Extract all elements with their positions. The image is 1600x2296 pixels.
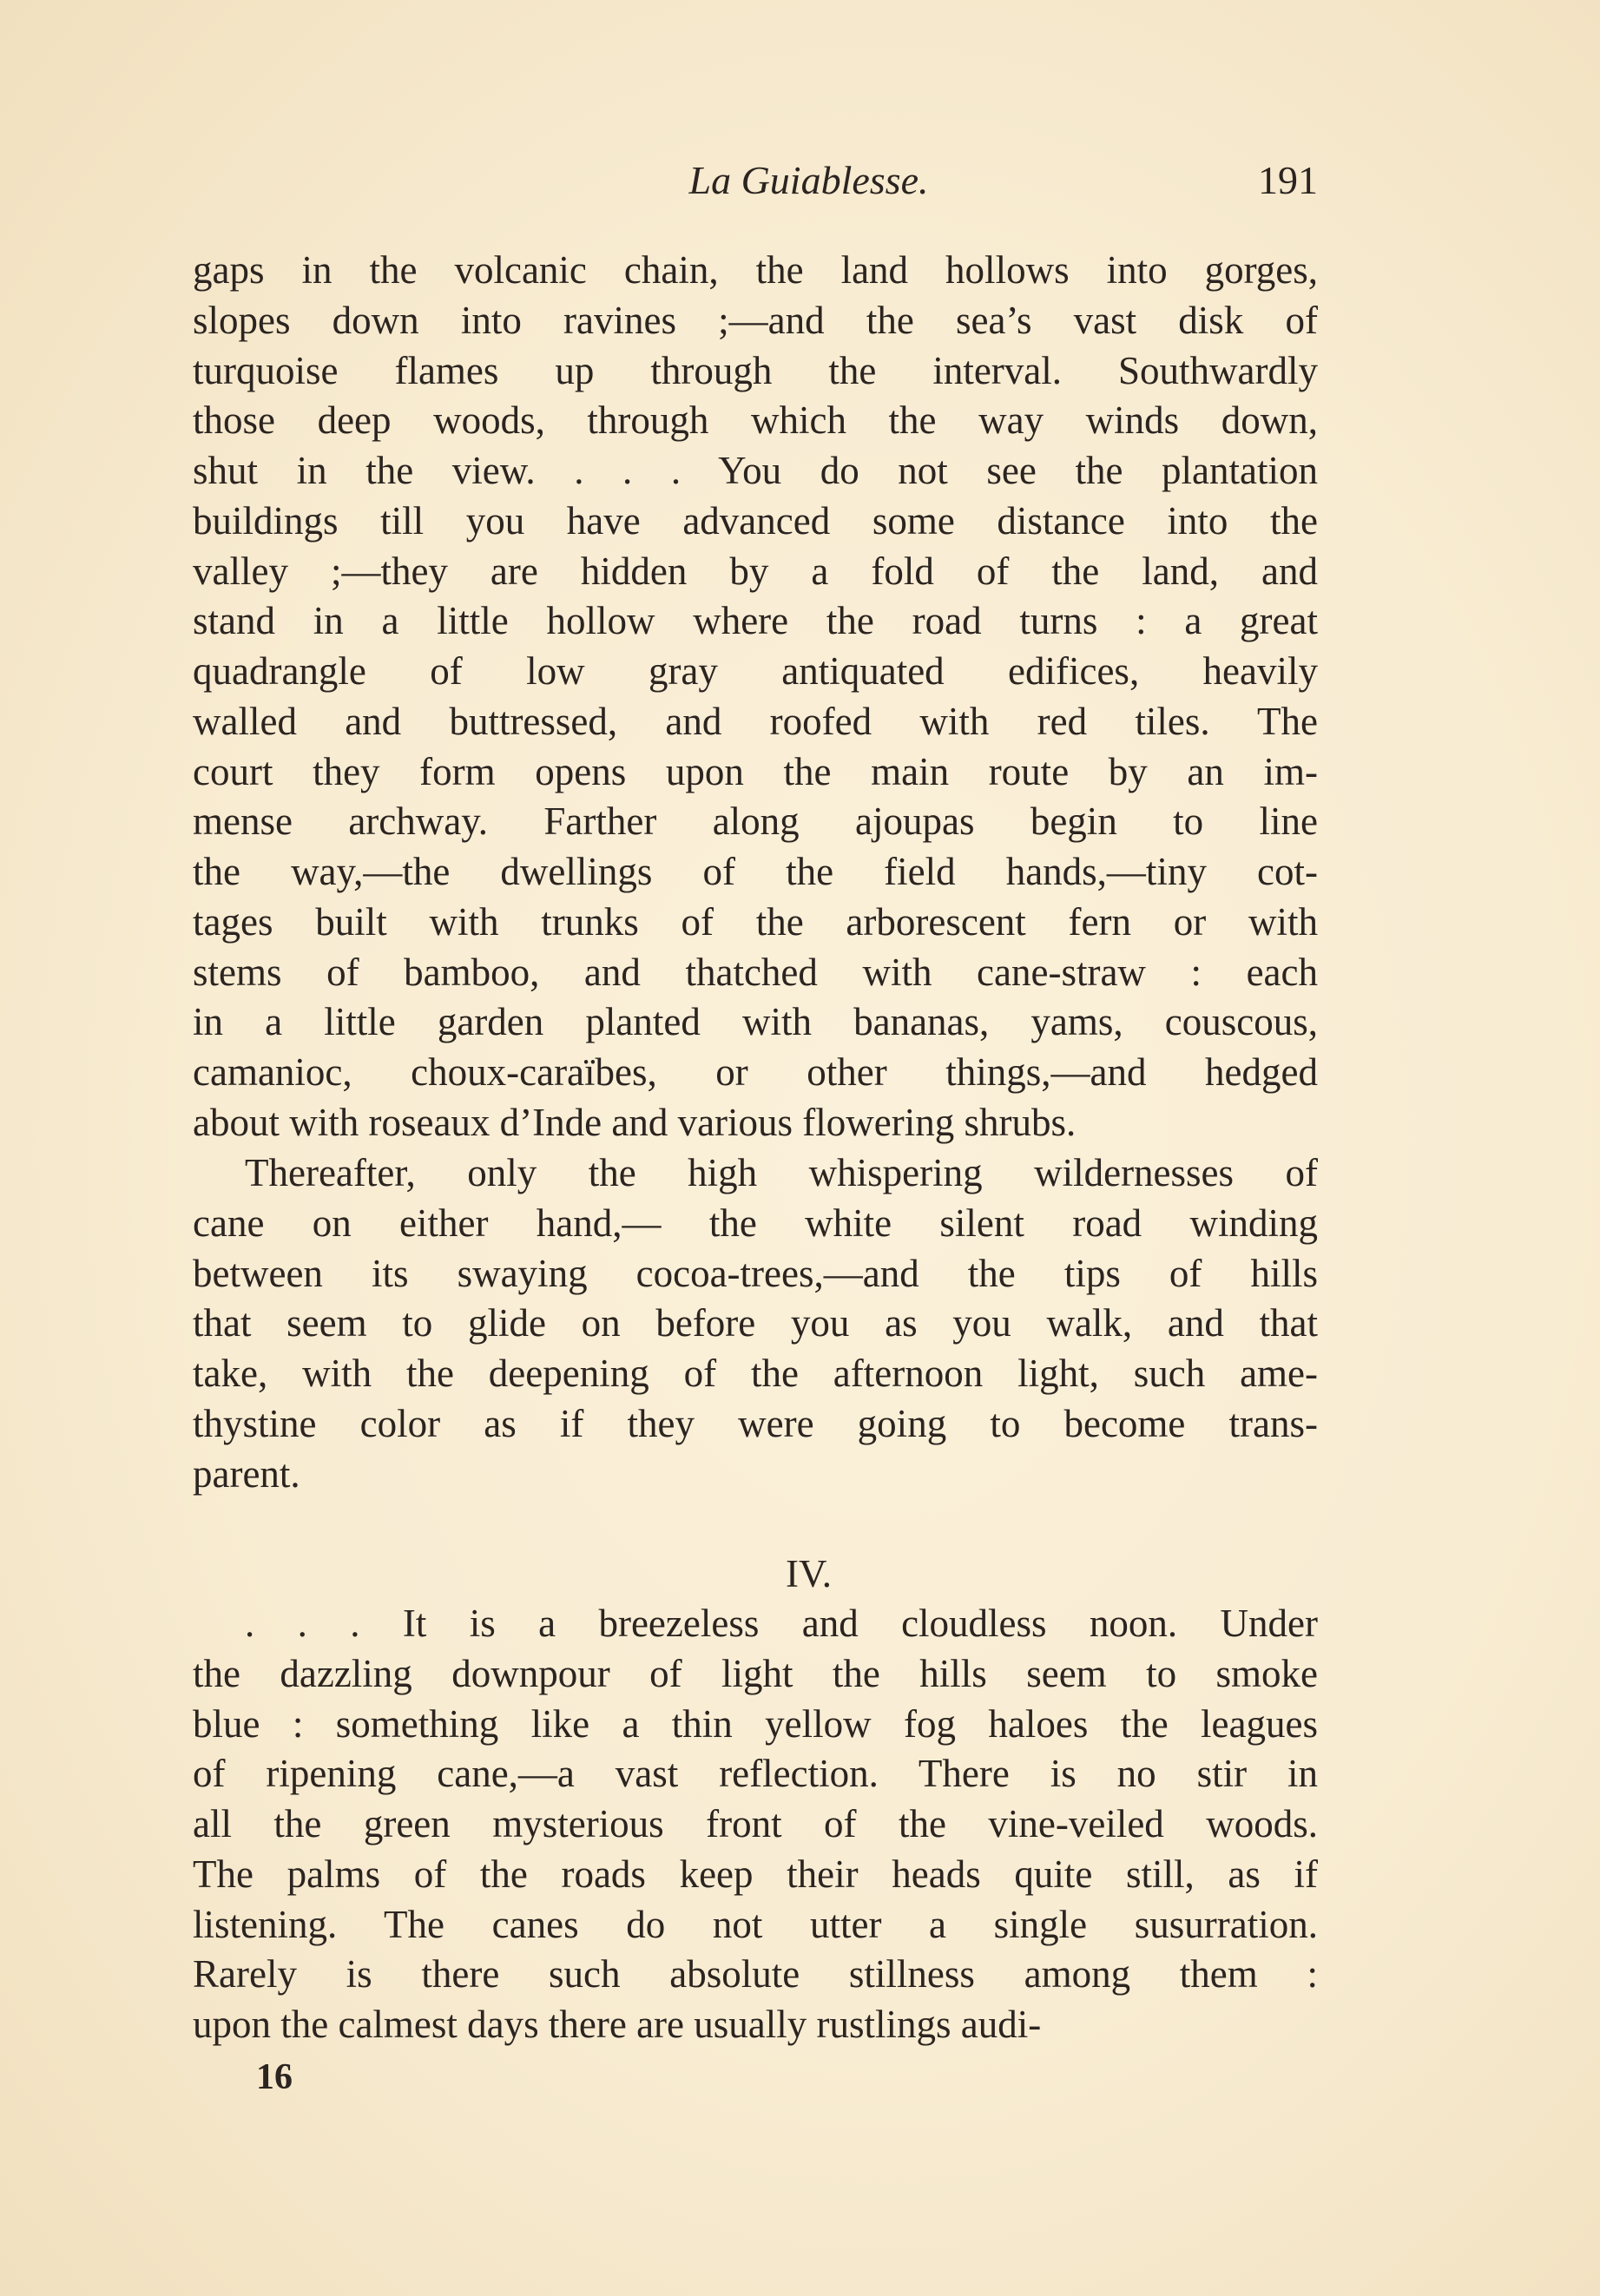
text-line: court they form opens upon the main route by an im- [193, 749, 1318, 793]
text-line: . . . It is a breezeless and cloudless noon. Under [245, 1602, 1318, 1645]
section-heading: IV. [786, 1552, 832, 1595]
text-line: that seem to glide on before you as you walk, and that [193, 1301, 1318, 1345]
signature-mark: 16 [256, 2057, 293, 2097]
text-line: camanioc, choux-caraïbes, or other things,—and hedged [193, 1050, 1318, 1094]
text-line: cane on either hand,— the white silent road winding [193, 1201, 1318, 1245]
text-line: tages built with trunks of the arborescent fern or with [193, 899, 1318, 944]
text-line: thystine color as if they were going to become trans- [193, 1401, 1318, 1445]
text-line: listening. The canes do not utter a single susurration. [193, 1902, 1318, 1946]
paragraph [193, 246, 1318, 1148]
paragraph [193, 1599, 1318, 2050]
text-line: shut in the view. . . . You do not see the plantation [193, 449, 1318, 492]
text-line: Rarely is there such absolute stillness among them : [193, 1952, 1318, 1997]
text-line: quadrangle of low gray antiquated edifices, heavily [193, 649, 1318, 693]
text-line: buildings till you have advanced some distance into the [193, 498, 1318, 543]
running-title: La Guiablesse. [688, 158, 929, 202]
text-line: those deep woods, through which the way winds down, [193, 398, 1318, 443]
text-line: all the green mysterious front of the vine-veiled woods. [193, 1802, 1318, 1845]
text-line: slopes down into ravines ;—and the sea’s vast disk of [193, 298, 1318, 342]
text-line: blue : something like a thin yellow fog haloes the leagues [193, 1701, 1318, 1746]
text-line: the dazzling downpour of light the hills seem to smoke [193, 1651, 1318, 1695]
text-line: walled and buttressed, and roofed with red tiles. The [193, 699, 1318, 743]
text-line: about with roseaux d’Inde and various flowering shrubs. [193, 1100, 1077, 1144]
text-line: stand in a little hollow where the road turns : a great [193, 599, 1318, 643]
page-number: 191 [1258, 158, 1318, 202]
text-line: in a little garden planted with bananas, yams, couscous, [193, 1000, 1318, 1044]
text-line: turquoise flames up through the interval. Southwardly [193, 348, 1318, 392]
text-line: gaps in the volcanic chain, the land hollows into gorges, [193, 248, 1318, 292]
text-line: stems of bamboo, and thatched with cane-straw : each [193, 950, 1318, 994]
text-line: take, with the deepening of the afternoon light, such ame- [193, 1352, 1318, 1395]
text-line: The palms of the roads keep their heads quite still, as if [193, 1852, 1318, 1896]
text-line: the way,—the dwellings of the field hands,—tiny cot- [193, 850, 1318, 893]
text-line: parent. [193, 1451, 300, 1496]
text-line: mense archway. Farther along ajoupas begin to line [193, 799, 1318, 844]
text-line: valley ;—they are hidden by a fold of the land, and [193, 549, 1318, 593]
text-line: Thereafter, only the high whispering wildernesses of [245, 1151, 1318, 1194]
text-line: of ripening cane,—a vast reflection. There is no stir in [193, 1752, 1318, 1796]
text-line: between its swaying cocoa-trees,—and the tips of hills [193, 1251, 1318, 1295]
text-line: upon the calmest days there are usually rustlings audi- [193, 2003, 1042, 2046]
paragraph [193, 1148, 1318, 1499]
